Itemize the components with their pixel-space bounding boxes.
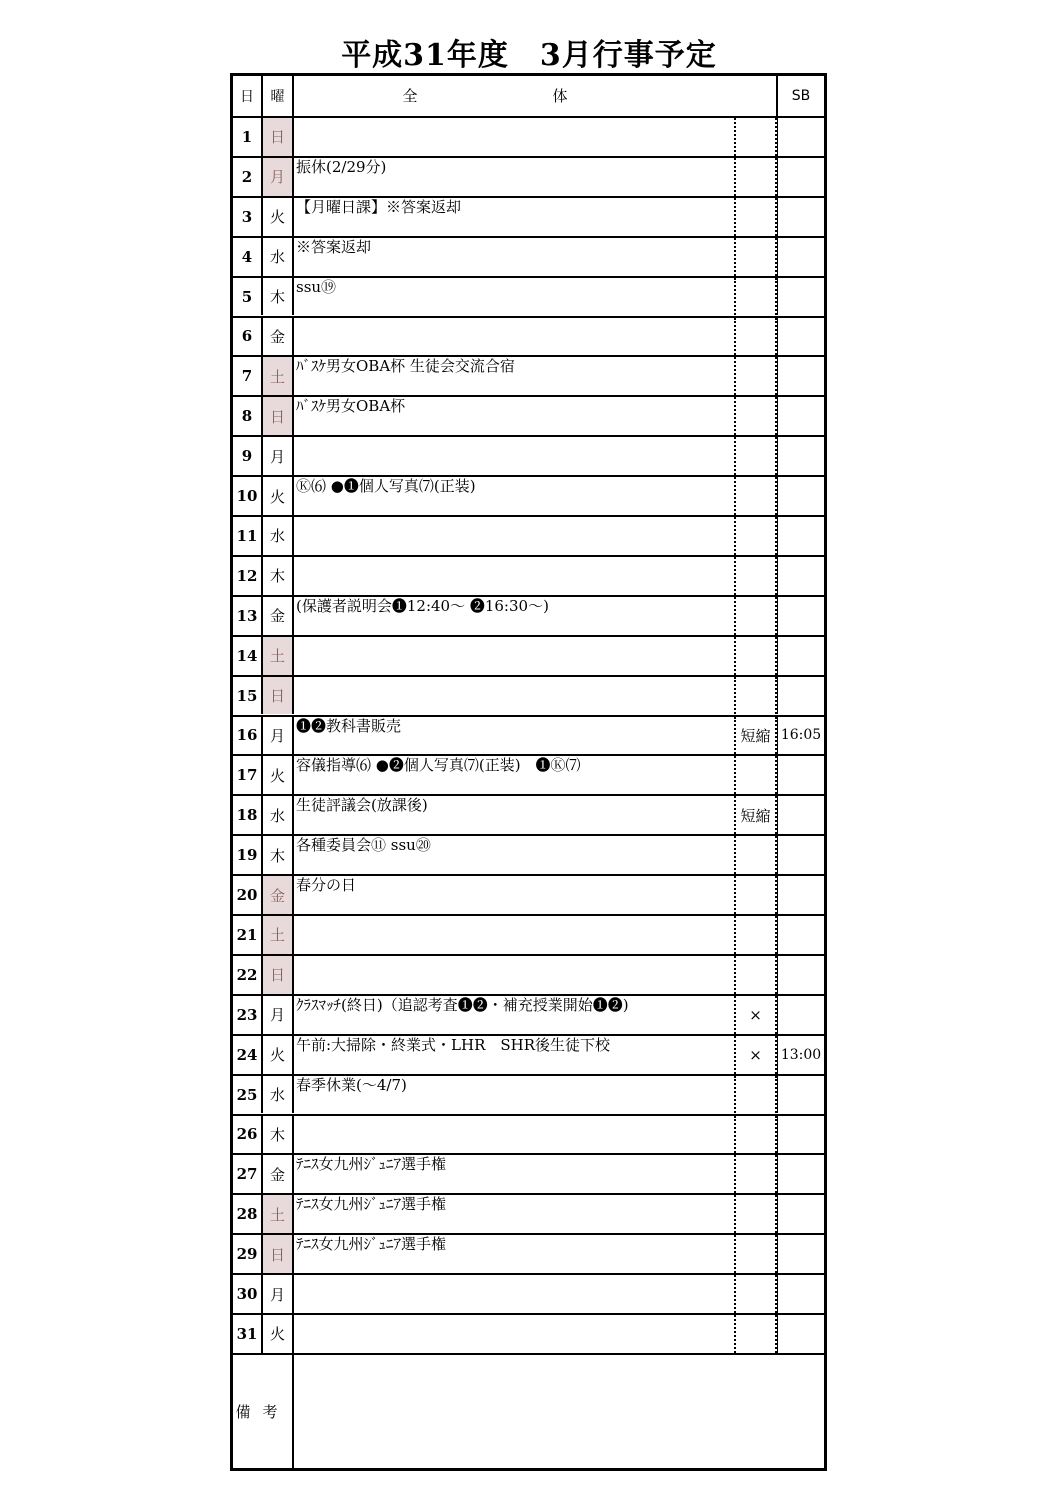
- event-cell: [294, 318, 734, 356]
- event-cell: [294, 557, 734, 595]
- sb-cell: [777, 1275, 824, 1313]
- event-cell: 生徒評議会(放課後): [296, 796, 428, 815]
- sb-cell: [777, 198, 824, 236]
- sb-cell: [777, 318, 824, 356]
- table-row: [233, 475, 824, 515]
- table-row: [233, 116, 824, 156]
- extra-cell: [734, 1275, 777, 1313]
- event-cell: [294, 517, 734, 555]
- day-cell: 20: [233, 876, 263, 914]
- extra-cell: [734, 198, 777, 236]
- day-cell: 4: [233, 238, 263, 276]
- schedule-table: [230, 73, 827, 1471]
- table-row: [233, 1273, 824, 1313]
- table-row: [233, 1074, 824, 1114]
- weekday-cell: 火: [263, 198, 294, 236]
- table-row: [233, 954, 824, 994]
- extra-cell: [734, 677, 777, 715]
- weekday-cell: 火: [263, 1315, 294, 1353]
- event-cell: 春分の日: [296, 876, 357, 895]
- day-cell: 27: [233, 1155, 263, 1193]
- table-row: [233, 994, 824, 1034]
- weekday-cell: 金: [263, 1155, 294, 1193]
- sb-cell: [777, 278, 824, 316]
- sb-cell: [777, 1076, 824, 1114]
- event-cell: ｸﾗｽﾏｯﾁ(終日)（追認考査❶❷・補充授業開始❶❷): [296, 995, 629, 1014]
- event-cell: [294, 677, 734, 715]
- table-row: [233, 595, 824, 635]
- extra-cell: [734, 1315, 777, 1353]
- table-row: [233, 1153, 824, 1193]
- header-weekday: 曜: [263, 76, 294, 116]
- day-cell: 26: [233, 1116, 263, 1154]
- day-cell: 17: [233, 756, 263, 794]
- sb-cell: [777, 1195, 824, 1233]
- sb-cell: [777, 796, 824, 834]
- event-cell: ❶❷教科書販売: [296, 716, 402, 735]
- day-cell: 1: [233, 118, 263, 156]
- weekday-cell: 日: [263, 397, 294, 435]
- sb-cell: [777, 1315, 824, 1353]
- table-row: [233, 914, 824, 954]
- header-day: 日: [233, 76, 263, 116]
- event-cell: ﾃﾆｽ女九州ｼﾞｭﾆｱ選手権: [296, 1195, 447, 1214]
- table-header: [233, 76, 824, 116]
- day-cell: 25: [233, 1076, 263, 1114]
- sb-cell: [777, 597, 824, 635]
- extra-cell: 短縮: [734, 796, 777, 834]
- sb-cell: [777, 677, 824, 715]
- extra-cell: [734, 517, 777, 555]
- table-row: [233, 715, 824, 755]
- weekday-cell: 水: [263, 517, 294, 555]
- table-row: [233, 355, 824, 395]
- table-row: [233, 1193, 824, 1233]
- event-cell: [294, 1315, 734, 1353]
- weekday-cell: 月: [263, 996, 294, 1034]
- extra-cell: [734, 118, 777, 156]
- day-cell: 10: [233, 477, 263, 515]
- day-cell: 2: [233, 158, 263, 196]
- table-row: [233, 635, 824, 675]
- remarks-label: 備考: [233, 1355, 294, 1468]
- extra-cell: [734, 876, 777, 914]
- table-row: [233, 834, 824, 874]
- event-cell: ssu⑲: [296, 277, 337, 296]
- weekday-cell: 金: [263, 318, 294, 356]
- event-cell: ﾃﾆｽ女九州ｼﾞｭﾆｱ選手権: [296, 1235, 447, 1254]
- weekday-cell: 土: [263, 357, 294, 395]
- weekday-cell: 木: [263, 557, 294, 595]
- weekday-cell: 金: [263, 597, 294, 635]
- weekday-cell: 土: [263, 637, 294, 675]
- table-row: [233, 276, 824, 316]
- event-cell: [294, 118, 734, 156]
- sb-cell: [777, 956, 824, 994]
- weekday-cell: 木: [263, 836, 294, 874]
- extra-cell: [734, 836, 777, 874]
- day-cell: 24: [233, 1036, 263, 1074]
- weekday-cell: 火: [263, 1036, 294, 1074]
- day-cell: 16: [233, 717, 263, 755]
- event-cell: 各種委員会⑪ ssu⑳: [296, 836, 431, 855]
- event-cell: 午前:大掃除・終業式・LHR SHR後生徒下校: [296, 1035, 611, 1054]
- sb-cell: [777, 397, 824, 435]
- extra-cell: [734, 357, 777, 395]
- weekday-cell: 月: [263, 717, 294, 755]
- table-row: [233, 794, 824, 834]
- weekday-cell: 月: [263, 1275, 294, 1313]
- sb-cell: [777, 477, 824, 515]
- day-cell: 22: [233, 956, 263, 994]
- extra-cell: [734, 477, 777, 515]
- weekday-cell: 水: [263, 238, 294, 276]
- table-row: [233, 395, 824, 435]
- extra-cell: [734, 318, 777, 356]
- day-cell: 12: [233, 557, 263, 595]
- extra-cell: [734, 1155, 777, 1193]
- sb-cell: [777, 357, 824, 395]
- day-cell: 30: [233, 1275, 263, 1313]
- sb-cell: [777, 996, 824, 1034]
- sb-cell: 13:00: [777, 1036, 824, 1074]
- table-row: [233, 236, 824, 276]
- table-row: [233, 555, 824, 595]
- extra-cell: [734, 637, 777, 675]
- header-extra: [734, 76, 777, 116]
- extra-cell: [734, 1116, 777, 1154]
- event-cell: 春季休業(～4/7): [296, 1075, 407, 1094]
- day-cell: 29: [233, 1235, 263, 1273]
- extra-cell: [734, 158, 777, 196]
- weekday-cell: 火: [263, 756, 294, 794]
- table-row: [233, 196, 824, 236]
- extra-cell: ×: [734, 1036, 777, 1074]
- event-cell: ﾃﾆｽ女九州ｼﾞｭﾆｱ選手権: [296, 1155, 447, 1174]
- day-cell: 13: [233, 597, 263, 635]
- weekday-cell: 土: [263, 916, 294, 954]
- sb-cell: [777, 517, 824, 555]
- event-cell: Ⓚ⑹ ●❶個人写真⑺(正装): [296, 477, 476, 496]
- event-cell: [294, 437, 734, 475]
- day-cell: 8: [233, 397, 263, 435]
- day-cell: 31: [233, 1315, 263, 1353]
- extra-cell: 短縮: [734, 717, 777, 755]
- weekday-cell: 月: [263, 437, 294, 475]
- sb-cell: [777, 1235, 824, 1273]
- event-cell: ﾊﾞｽｹ男女OBA杯 生徒会交流合宿: [296, 357, 515, 376]
- event-cell: 容儀指導⑹ ●❷個人写真⑺(正装) ❶Ⓚ⑺: [296, 756, 581, 775]
- extra-cell: [734, 557, 777, 595]
- extra-cell: [734, 1235, 777, 1273]
- weekday-cell: 土: [263, 1195, 294, 1233]
- weekday-cell: 日: [263, 118, 294, 156]
- table-row: [233, 515, 824, 555]
- day-cell: 9: [233, 437, 263, 475]
- weekday-cell: 火: [263, 477, 294, 515]
- table-row: [233, 1114, 824, 1154]
- weekday-cell: 金: [263, 876, 294, 914]
- sb-cell: [777, 158, 824, 196]
- sb-cell: [777, 876, 824, 914]
- event-cell: [294, 637, 734, 675]
- extra-cell: [734, 756, 777, 794]
- remarks-text: [294, 1355, 824, 1468]
- table-row: [233, 316, 824, 356]
- event-cell: [294, 956, 734, 994]
- weekday-cell: 日: [263, 1235, 294, 1273]
- sb-cell: [777, 916, 824, 954]
- weekday-cell: 水: [263, 1076, 294, 1114]
- sb-cell: [777, 1116, 824, 1154]
- event-cell: [294, 1275, 734, 1313]
- table-row: [233, 435, 824, 475]
- table-row: [233, 1034, 824, 1074]
- weekday-cell: 日: [263, 677, 294, 715]
- day-cell: 7: [233, 357, 263, 395]
- day-cell: 19: [233, 836, 263, 874]
- extra-cell: [734, 1076, 777, 1114]
- sb-cell: [777, 836, 824, 874]
- sb-cell: [777, 238, 824, 276]
- sb-cell: [777, 756, 824, 794]
- extra-cell: [734, 397, 777, 435]
- weekday-cell: 日: [263, 956, 294, 994]
- extra-cell: ×: [734, 996, 777, 1034]
- sb-cell: [777, 437, 824, 475]
- day-cell: 15: [233, 677, 263, 715]
- weekday-cell: 木: [263, 1116, 294, 1154]
- event-cell: ﾊﾞｽｹ男女OBA杯: [296, 397, 406, 416]
- table-row: [233, 1313, 824, 1353]
- event-cell: (保護者説明会❶12:40～ ❷16:30～): [296, 596, 549, 615]
- table-row: [233, 874, 824, 914]
- table-row: [233, 754, 824, 794]
- event-cell: 【月曜日課】※答案返却: [296, 197, 462, 216]
- sb-cell: [777, 118, 824, 156]
- sb-cell: [777, 637, 824, 675]
- remarks-row: [233, 1353, 824, 1468]
- day-cell: 5: [233, 278, 263, 316]
- sb-cell: 16:05: [777, 717, 824, 755]
- sb-cell: [777, 557, 824, 595]
- day-cell: 21: [233, 916, 263, 954]
- extra-cell: [734, 1195, 777, 1233]
- table-row: [233, 156, 824, 196]
- day-cell: 28: [233, 1195, 263, 1233]
- header-all: 全 体: [402, 87, 628, 105]
- extra-cell: [734, 278, 777, 316]
- day-cell: 6: [233, 318, 263, 356]
- event-cell: ※答案返却: [296, 237, 372, 256]
- sb-cell: [777, 1155, 824, 1193]
- page-title: 平成31年度 3月行事予定: [341, 38, 717, 73]
- extra-cell: [734, 956, 777, 994]
- day-cell: 3: [233, 198, 263, 236]
- header-sb: SB: [777, 76, 824, 116]
- weekday-cell: 木: [263, 278, 294, 316]
- day-cell: 11: [233, 517, 263, 555]
- day-cell: 14: [233, 637, 263, 675]
- extra-cell: [734, 597, 777, 635]
- table-row: [233, 1233, 824, 1273]
- extra-cell: [734, 238, 777, 276]
- event-cell: 振休(2/29分): [296, 157, 387, 176]
- weekday-cell: 水: [263, 796, 294, 834]
- extra-cell: [734, 916, 777, 954]
- event-cell: [294, 1116, 734, 1154]
- table-row: [233, 675, 824, 715]
- weekday-cell: 月: [263, 158, 294, 196]
- event-cell: [294, 916, 734, 954]
- extra-cell: [734, 437, 777, 475]
- day-cell: 18: [233, 796, 263, 834]
- day-cell: 23: [233, 996, 263, 1034]
